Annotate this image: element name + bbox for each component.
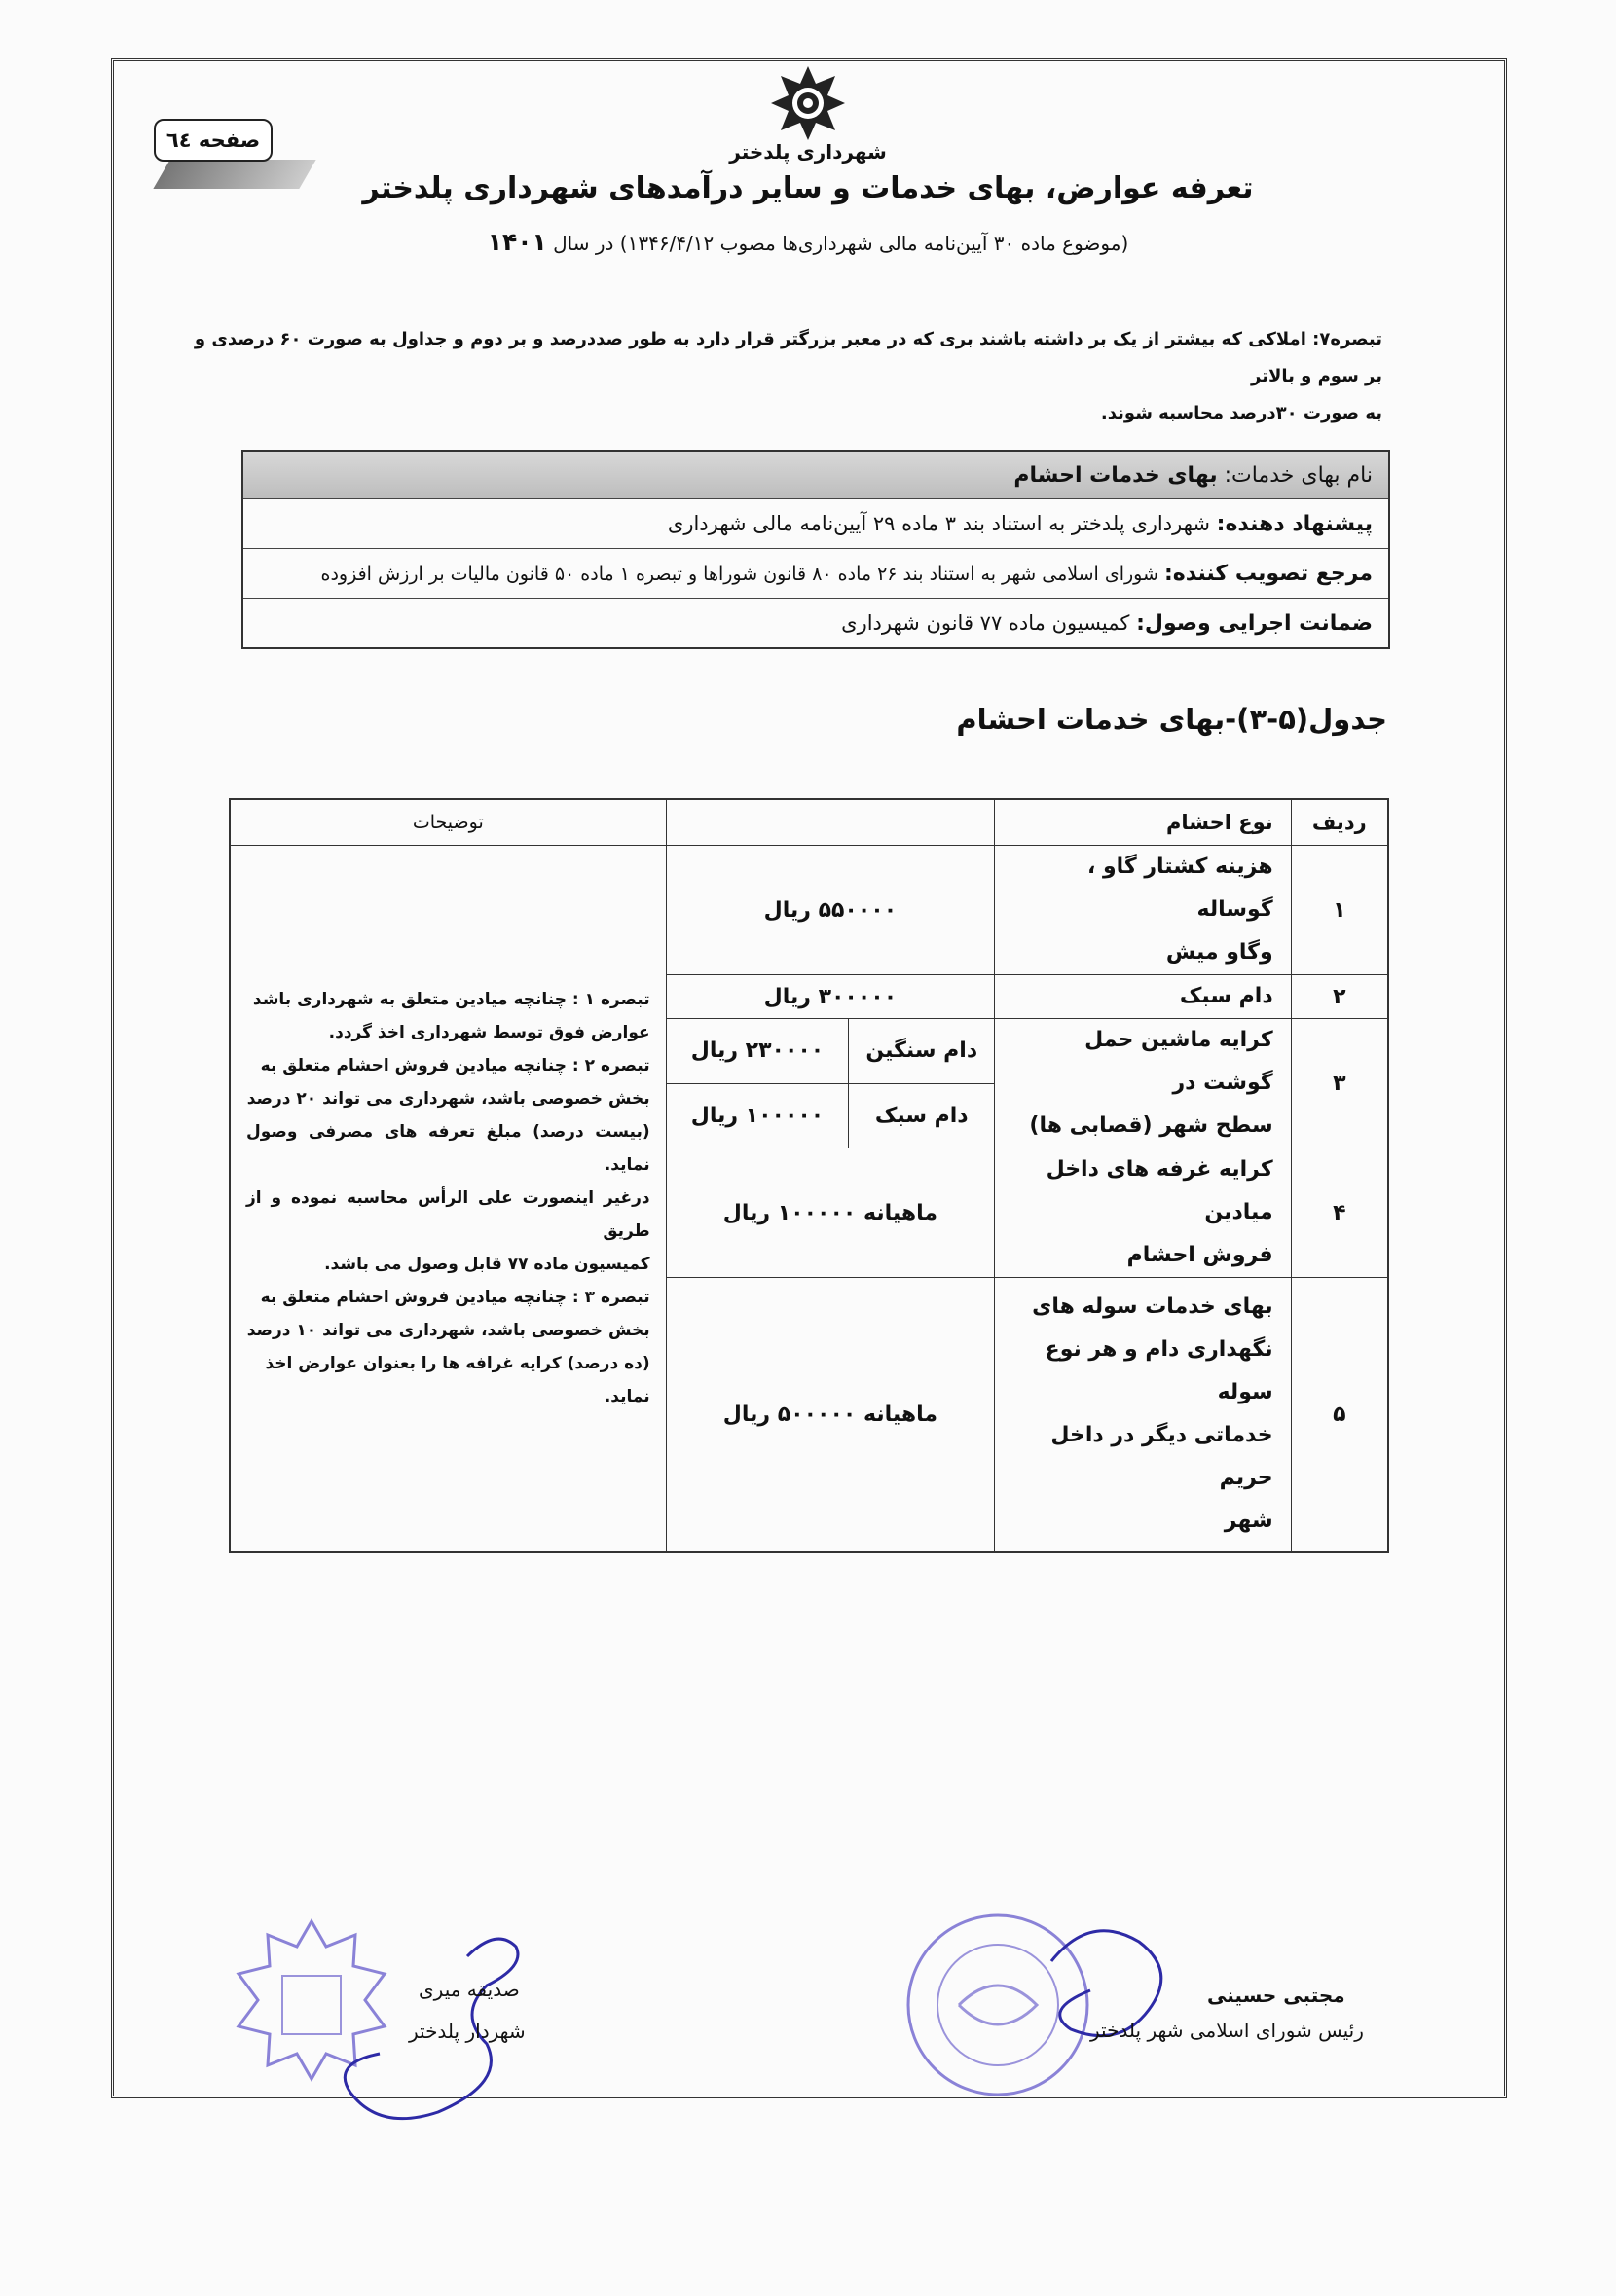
type-line: خدماتی دیگر در داخل حریم (1050, 1423, 1273, 1491)
note-7-line-1: تبصره۷: املاکی که بیشتر از یک بر داشته باشند بری که در معبر بزرگتر قرار دارد به طور صددرصد و بر دوم و جداول به صورت ۶۰ درصدی و بر سوم و بالاتر (194, 329, 1382, 386)
description-cell (230, 846, 666, 1552)
sub-label-heavy: دام سنگین (849, 1019, 995, 1084)
livestock-type (995, 1278, 1292, 1552)
row-number: ۵ (1291, 1278, 1388, 1552)
sub-price-light: ۱۰۰۰۰۰ ریال (666, 1083, 849, 1148)
sub-label-light: دام سبک (849, 1083, 995, 1148)
livestock-type (995, 1148, 1292, 1278)
table-row (230, 846, 1388, 975)
livestock-type: دام سبک (995, 975, 1292, 1019)
desc-line: نماید. (604, 1387, 650, 1407)
fees-table (229, 798, 1389, 1553)
price-cell: ماهیانه ۱۰۰۰۰۰ ریال (666, 1148, 994, 1278)
info-guarantee-value: کمیسیون ماده ۷۷ قانون شهرداری (841, 610, 1130, 635)
type-line: فروش احشام (1126, 1243, 1273, 1267)
type-line: سطح شهر (قصابی ها) (1029, 1113, 1273, 1138)
info-proposer-label: پیشنهاد دهنده: (1216, 511, 1373, 536)
council-signature-icon (1032, 1903, 1227, 2068)
type-line: شهر (1224, 1509, 1273, 1534)
desc-line: (ده درصد) کرایه غرافه ها را بعنوان عوارض اخذ (265, 1354, 650, 1374)
page-subtitle (0, 228, 1616, 256)
municipality-logo-icon (769, 64, 847, 142)
price-cell: ماهیانه ۵۰۰۰۰۰ ریال (666, 1278, 994, 1552)
desc-line: تبصره ۳ : چنانچه میادین فروش احشام متعلق به (260, 1288, 650, 1308)
desc-line: بخش خصوصی باشد، شهرداری می تواند ۲۰ درصد (246, 1089, 650, 1110)
info-row-guarantee (242, 599, 1389, 649)
row-number: ۳ (1291, 1019, 1388, 1148)
info-approver-value: شورای اسلامی شهر به استناد بند ۲۶ ماده ۸۰ قانون شوراها و تبصره ۱ ماده ۵۰ قانون مالیات بر ارزش افزوده (320, 563, 1158, 585)
page-title: تعرفه عوارض، بهای خدمات و سایر درآمدهای شهرداری پلدختر (362, 171, 1254, 205)
info-name-value: بهای خدمات احشام (1013, 462, 1218, 488)
desc-line: عوارض فوق توسط شهرداری اخذ گردد. (328, 1023, 650, 1043)
note-7 (175, 321, 1382, 432)
subtitle-year: ۱۴۰۱ (487, 228, 547, 256)
livestock-type (995, 1019, 1292, 1148)
desc-line: کمیسیون ماده ۷۷ قابل وصول می باشد. (324, 1255, 650, 1275)
price-cell: ۳۰۰۰۰۰ ریال (666, 975, 994, 1019)
type-line: نگهداری دام و هر نوع سوله (1045, 1337, 1273, 1405)
row-number: ۲ (1291, 975, 1388, 1019)
type-line: کرایه غرفه های داخل میادین (1046, 1157, 1273, 1224)
row-number: ۱ (1291, 846, 1388, 975)
info-proposer-value: شهرداری پلدختر به استناد بند ۳ ماده ۲۹ آیین‌نامه مالی شهرداری (667, 511, 1210, 535)
row-number: ۴ (1291, 1148, 1388, 1278)
page-number-label: صفحه ٦٤ (154, 119, 273, 162)
municipality-name: شهرداری پلدختر (729, 140, 887, 164)
sub-price-heavy: ۲۳۰۰۰۰ ریال (666, 1019, 849, 1084)
livestock-type (995, 846, 1292, 975)
price-cell: ۵۵۰۰۰۰ ریال (666, 846, 994, 975)
type-line: هزینه کشتار گاو ، گوساله (1086, 855, 1273, 922)
mayor-title: شهردار پلدختر (409, 2020, 526, 2043)
info-row-proposer (242, 499, 1389, 549)
info-approver-label: مرجع تصویب کننده: (1163, 561, 1373, 586)
type-line: بهای خدمات سوله های (1032, 1294, 1273, 1320)
table-title: جدول(۵-۳)-بهای خدمات احشام (956, 703, 1387, 736)
desc-line: تبصره ۲ : چنانچه میادین فروش احشام متعلق به (260, 1056, 650, 1076)
header-row-number: ردیف (1291, 799, 1388, 846)
info-name-label: نام بهای خدمات: (1224, 462, 1373, 488)
type-line: کرایه ماشین حمل گوشت در (1084, 1028, 1273, 1095)
type-line: وگاو میش (1165, 940, 1273, 965)
desc-line: درغیر اینصورت علی الرأس محاسبه نموده و از طریق (246, 1188, 650, 1242)
header-description: توضیحات (230, 799, 666, 846)
note-7-line-2: به صورت ۳۰درصد محاسبه شوند. (1100, 403, 1382, 423)
table-header-row (230, 799, 1388, 846)
info-row-name (242, 451, 1389, 499)
desc-line: (بیست درصد) مبلغ تعرفه های مصرفی وصول نماید. (246, 1122, 650, 1176)
info-row-approver (242, 549, 1389, 599)
header-livestock-type: نوع احشام (995, 799, 1292, 846)
subtitle-text: (موضوع ماده ۳۰ آیین‌نامه مالی شهرداری‌ها مصوب ۱۳۴۶/۴/۱۲) در سال (553, 232, 1129, 255)
council-head-name: مجتبی حسینی (1207, 1984, 1345, 2007)
desc-line: تبصره ۱ : چنانچه میادین متعلق به شهرداری باشد (252, 990, 650, 1010)
header-price (666, 799, 994, 846)
mayor-name: صدیقه میری (419, 1978, 520, 2001)
desc-line: بخش خصوصی باشد، شهرداری می تواند ۱۰ درصد (246, 1321, 650, 1341)
info-guarantee-label: ضمانت اجرایی وصول: (1136, 610, 1373, 636)
service-info-table (241, 450, 1390, 649)
council-head-title: رئیس شورای اسلامی شهر پلدختر (1090, 2019, 1364, 2042)
